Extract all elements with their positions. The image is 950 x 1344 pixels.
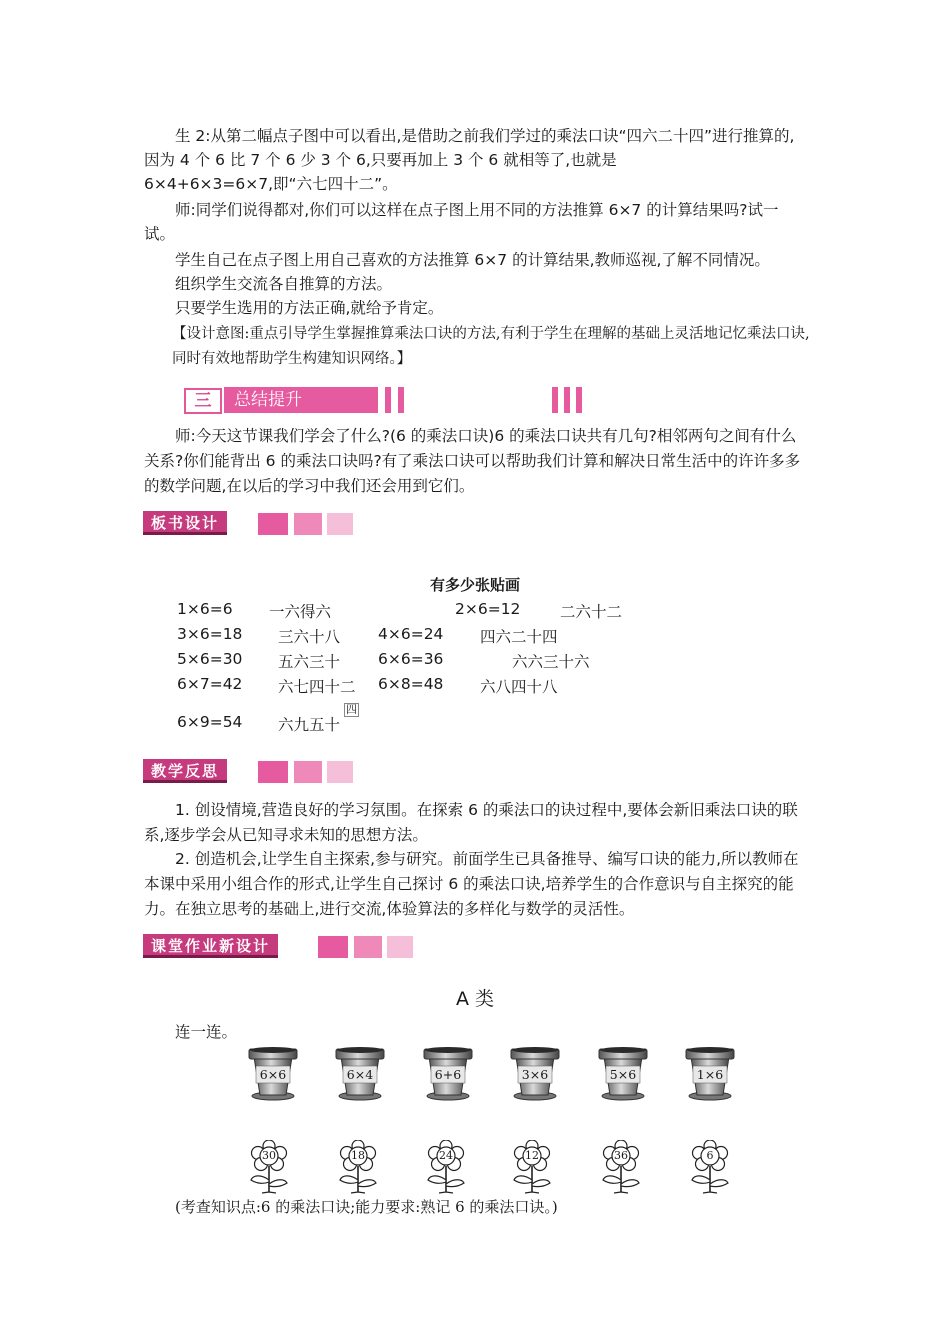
pot-label: 6×6	[259, 1067, 287, 1082]
flower-number: 6	[706, 1149, 714, 1162]
paragraph-student2: 生 2:从第二幅点子图中可以看出,是借助之前我们学过的乘法口诀“四六二十四”进行推算的,因为 4 个 6 比 7 个 6 少 3 个 6,只要再加上 3 个 6 就相等了,也就是	[144, 127, 795, 169]
header-square	[258, 513, 288, 535]
paragraph-affirm: 只要学生选用的方法正确,就给予肯定。	[175, 299, 444, 317]
banner-stripe	[564, 387, 570, 413]
header-square	[327, 513, 353, 535]
board-title: 有多少张贴画	[429, 576, 520, 594]
banner-stripe	[576, 387, 582, 413]
board-cell: 四六二十四	[480, 628, 558, 646]
board-cell: 6×9=54	[177, 713, 243, 731]
flower-number: 18	[351, 1149, 365, 1162]
reflection-label: 教学反思	[143, 759, 227, 783]
board-cell: 6×6=36	[378, 650, 444, 668]
board-cell: 五六三十	[278, 653, 341, 671]
board-cell: 六六三十六	[512, 653, 590, 671]
header-square	[318, 936, 348, 958]
board-cell: 六七四十二	[278, 678, 356, 696]
homework-note: (考查知识点:6 的乘法口诀;能力要求:熟记 6 的乘法口诀。)	[175, 1198, 558, 1216]
flower-pot[interactable]	[508, 1045, 562, 1101]
board-cell: 三六十八	[278, 628, 341, 646]
flower[interactable]	[248, 1140, 290, 1194]
flower-number: 36	[614, 1149, 628, 1162]
board-cell: 一六得六	[269, 603, 332, 621]
pot-label: 6+6	[434, 1067, 462, 1082]
banner-stripe	[552, 387, 558, 413]
header-square	[354, 936, 382, 958]
section-title: 总结提升	[224, 387, 374, 413]
header-square	[327, 761, 353, 783]
instruction: 连一连。	[175, 1023, 238, 1041]
paragraph-formula: 6×4+6×3=6×7,即“六七四十二”。	[144, 175, 398, 193]
banner-stripe	[385, 387, 391, 413]
pot-label: 5×6	[609, 1067, 637, 1082]
header-square	[387, 936, 413, 958]
reflection-item-2: 2. 创造机会,让学生自主探索,参与研究。前面学生已具备推导、编写口诀的能力,所以教师在本课中采用小组合作的形式,让学生自己探讨 6 的乘法口诀,培养学生的合作意识与自主探究的能力。在独立思考的基础上,进行交流,体验算法的多样化与数学的灵活性。	[144, 850, 799, 918]
flower[interactable]	[337, 1140, 379, 1194]
board-cell: 六八四十八	[480, 678, 558, 696]
header-square	[258, 761, 288, 783]
summary-paragraph: 师:今天这节课我们学会了什么?(6 的乘法口诀)6 的乘法口诀共有几句?相邻两句之间有什么关系?你们能背出 6 的乘法口诀吗?有了乘法口诀可以帮助我们计算和解决日常生活中的许许多多的数学问题,在以后的学习中我们还会用到它们。	[144, 427, 801, 495]
pot-label: 3×6	[521, 1067, 549, 1082]
board-cell: 2×6=12	[455, 600, 521, 618]
board-cell-superscript: 四	[346, 703, 357, 716]
header-square	[294, 761, 322, 783]
board-cell: 二六十二	[560, 603, 623, 621]
flower[interactable]	[425, 1140, 467, 1194]
flower-pot[interactable]	[683, 1045, 737, 1101]
flower-pot[interactable]	[421, 1045, 475, 1101]
flower-pot[interactable]	[596, 1045, 650, 1101]
homework-label: 课堂作业新设计	[143, 934, 278, 958]
banner-stripe	[372, 387, 378, 413]
board-cell: 1×6=6	[177, 600, 233, 618]
flower-pot[interactable]	[246, 1045, 300, 1101]
pot-label: 6×4	[346, 1067, 374, 1082]
flower[interactable]	[511, 1140, 553, 1194]
design-intent: 【设计意图:重点引导学生掌握推算乘法口诀的方法,有利于学生在理解的基础上灵活地记忆乘法口诀,同时有效地帮助学生构建知识网络。】	[172, 326, 810, 367]
header-square	[294, 513, 322, 535]
reflection-item-1: 1. 创设情境,营造良好的学习氛围。在探索 6 的乘法口的诀过程中,要体会新旧乘法口诀的联系,逐步学会从已知寻求未知的思想方法。	[144, 801, 798, 844]
board-cell: 6×7=42	[177, 675, 243, 693]
flower-pot[interactable]	[333, 1045, 387, 1101]
board-cell: 5×6=30	[177, 650, 243, 668]
flower[interactable]	[600, 1140, 642, 1194]
pot-label: 1×6	[696, 1067, 724, 1082]
board-cell: 6×8=48	[378, 675, 444, 693]
board-design-label: 板书设计	[143, 511, 227, 535]
flower-number: 30	[262, 1149, 276, 1162]
flower-number: 12	[525, 1149, 539, 1162]
board-cell: 4×6=24	[378, 625, 444, 643]
paragraph-teacher: 师:同学们说得都对,你们可以这样在点子图上用不同的方法推算 6×7 的计算结果吗?试一试。	[144, 201, 779, 243]
paragraph-exchange: 组织学生交流各自推算的方法。	[175, 275, 393, 293]
flower[interactable]	[689, 1140, 731, 1194]
flower-number: 24	[439, 1149, 453, 1162]
paragraph-students-work: 学生自己在点子图上用自己喜欢的方法推算 6×7 的计算结果,教师巡视,了解不同情况。	[175, 251, 770, 269]
section-number: 三	[184, 388, 222, 414]
board-cell: 六九五十	[278, 716, 341, 734]
board-cell: 3×6=18	[177, 625, 243, 643]
category-title: A 类	[455, 988, 495, 1010]
banner-stripe	[398, 387, 404, 413]
